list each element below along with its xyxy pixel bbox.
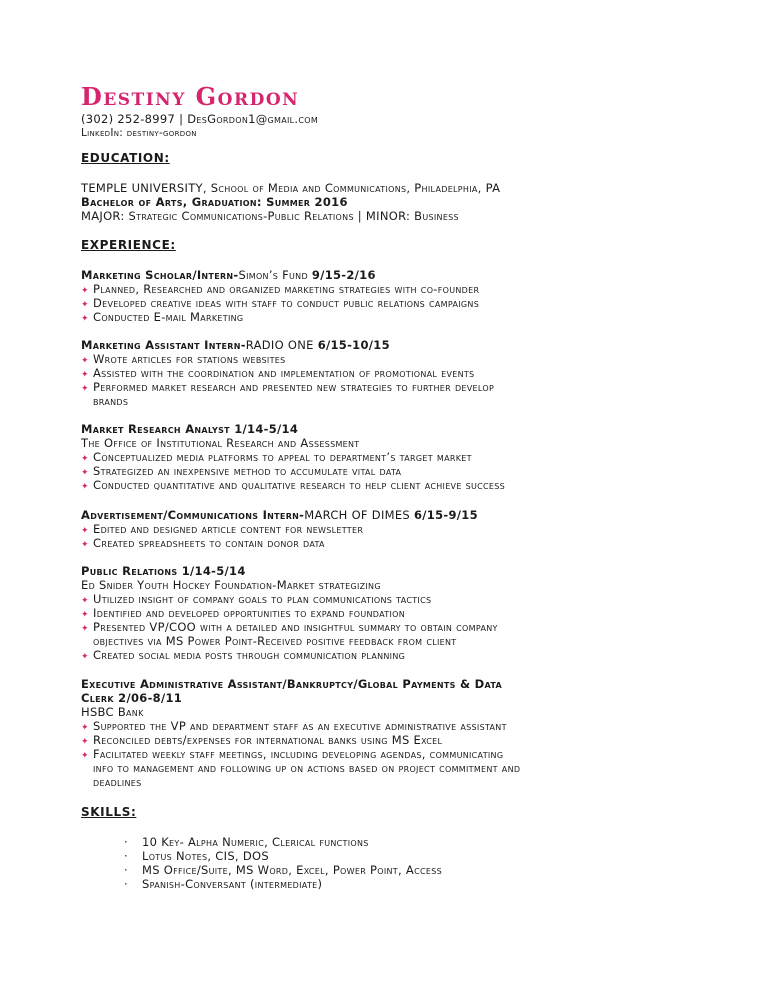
job-bullet: ✦ Strategized an inexpensive method to accumulate vital data xyxy=(81,464,402,478)
bullet-icon: ✦ xyxy=(81,652,89,662)
linkedin-line: LinkedIn: destiny-gordon xyxy=(81,127,197,139)
job-org: Ed Snider Youth Hockey Foundation-Market strategizing xyxy=(81,578,381,592)
school-detail: School of Media and Communications, Philadelphia, PA xyxy=(210,181,501,195)
job-bullet-continued: brands xyxy=(93,394,129,408)
job-title: Marketing Assistant Intern-RADIO ONE 6/15-10/15 xyxy=(81,338,390,352)
skill-item: · MS Office/Suite, MS Word, Excel, Power Point, Access xyxy=(124,863,442,877)
bullet-icon: ✦ xyxy=(81,384,89,394)
job-bullet: ✦ Created spreadsheets to contain donor data xyxy=(81,536,325,550)
bullet-icon: ✦ xyxy=(81,286,89,296)
education-heading: EDUCATION: xyxy=(81,151,170,165)
job-title: Marketing Scholar/Intern-Simon’s Fund 9/15-2/16 xyxy=(81,268,376,282)
bullet-icon: ✦ xyxy=(81,454,89,464)
job-bullet: ✦ Assisted with the coordination and implementation of promotional events xyxy=(81,366,475,380)
job-title-continued: Clerk 2/06-8/11 xyxy=(81,691,183,705)
job-title: Public Relations 1/14-5/14 xyxy=(81,564,246,578)
job-bullet: ✦ Developed creative ideas with staff to conduct public relations campaigns xyxy=(81,296,480,310)
bullet-icon: ✦ xyxy=(81,482,89,492)
job-bullet: ✦ Reconciled debts/expenses for international banks using MS Excel xyxy=(81,733,443,747)
job-bullet-continued: deadlines xyxy=(93,775,142,789)
bullet-icon: ✦ xyxy=(81,540,89,550)
job-title: Advertisement/Communications Intern-MARCH OF DIMES 6/15-9/15 xyxy=(81,508,478,522)
job-bullet: ✦ Created social media posts through communication planning xyxy=(81,648,406,662)
skill-item: · Lotus Notes, CIS, DOS xyxy=(124,849,269,863)
job-bullet: ✦ Conducted quantitative and qualitative research to help client achieve success xyxy=(81,478,506,492)
school-name: TEMPLE UNIVERSITY, xyxy=(81,181,211,195)
job-bullet: ✦ Edited and designed article content for newsletter xyxy=(81,522,364,536)
major-detail: Strategic Communications-Public Relations | xyxy=(128,209,366,223)
job-bullet: ✦ Conceptualized media platforms to appeal to department’s target market xyxy=(81,450,472,464)
bullet-icon: ✦ xyxy=(81,314,89,324)
job-bullet: ✦ Supported the VP and department staff as an executive administrative assistant xyxy=(81,719,507,733)
skill-dot-icon: · xyxy=(124,877,128,891)
job-bullet: ✦ Conducted E-mail Marketing xyxy=(81,310,244,324)
bullet-icon: ✦ xyxy=(81,751,89,761)
skill-item: · 10 Key- Alpha Numeric, Clerical functions xyxy=(124,835,369,849)
minor-detail: Business xyxy=(414,209,459,223)
job-title: Market Research Analyst 1/14-5/14 xyxy=(81,422,299,436)
job-bullet: ✦ Presented VP/COO with a detailed and insightful summary to obtain company xyxy=(81,620,498,634)
bullet-icon: ✦ xyxy=(81,468,89,478)
education-major xyxy=(81,209,459,223)
contact-line: (302) 252-8997 | DesGordon1@gmail.com xyxy=(81,112,319,126)
job-bullet: ✦ Utilized insight of company goals to plan communications tactics xyxy=(81,592,432,606)
skill-dot-icon: · xyxy=(124,835,128,849)
job-bullet: ✦ Identified and developed opportunities to expand foundation xyxy=(81,606,405,620)
bullet-icon: ✦ xyxy=(81,596,89,606)
skill-item: · Spanish-Conversant (intermediate) xyxy=(124,877,323,891)
bullet-icon: ✦ xyxy=(81,526,89,536)
bullet-icon: ✦ xyxy=(81,723,89,733)
bullet-icon: ✦ xyxy=(81,737,89,747)
skill-dot-icon: · xyxy=(124,863,128,877)
job-bullet: ✦ Facilitated weekly staff meetings, including developing agendas, communicating xyxy=(81,747,504,761)
bullet-icon: ✦ xyxy=(81,356,89,366)
job-bullet-continued: info to management and following up on actions based on project commitment and xyxy=(93,761,521,775)
job-bullet: ✦ Wrote articles for stations websites xyxy=(81,352,286,366)
job-bullet: ✦ Planned, Researched and organized marketing strategies with co-founder xyxy=(81,282,480,296)
job-title: Executive Administrative Assistant/Bankruptcy/Global Payments & Data xyxy=(81,677,503,691)
experience-heading: EXPERIENCE: xyxy=(81,238,176,252)
job-bullet: ✦ Performed market research and presented new strategies to further develop xyxy=(81,380,495,394)
bullet-icon: ✦ xyxy=(81,300,89,310)
education-degree: Bachelor of Arts, Graduation: Summer 2016 xyxy=(81,195,348,209)
minor-label: MINOR: xyxy=(365,209,415,223)
skill-dot-icon: · xyxy=(124,849,128,863)
bullet-icon: ✦ xyxy=(81,370,89,380)
job-org: The Office of Institutional Research and Assessment xyxy=(81,436,360,450)
job-bullet-continued: objectives via MS Power Point-Received positive feedback from client xyxy=(93,634,457,648)
education-school xyxy=(81,181,500,195)
bullet-icon: ✦ xyxy=(81,610,89,620)
job-org: HSBC Bank xyxy=(81,705,144,719)
skills-heading: SKILLS: xyxy=(81,805,137,819)
candidate-name: Destiny Gordon xyxy=(81,82,300,111)
bullet-icon: ✦ xyxy=(81,624,89,634)
major-label: MAJOR: xyxy=(81,209,129,223)
